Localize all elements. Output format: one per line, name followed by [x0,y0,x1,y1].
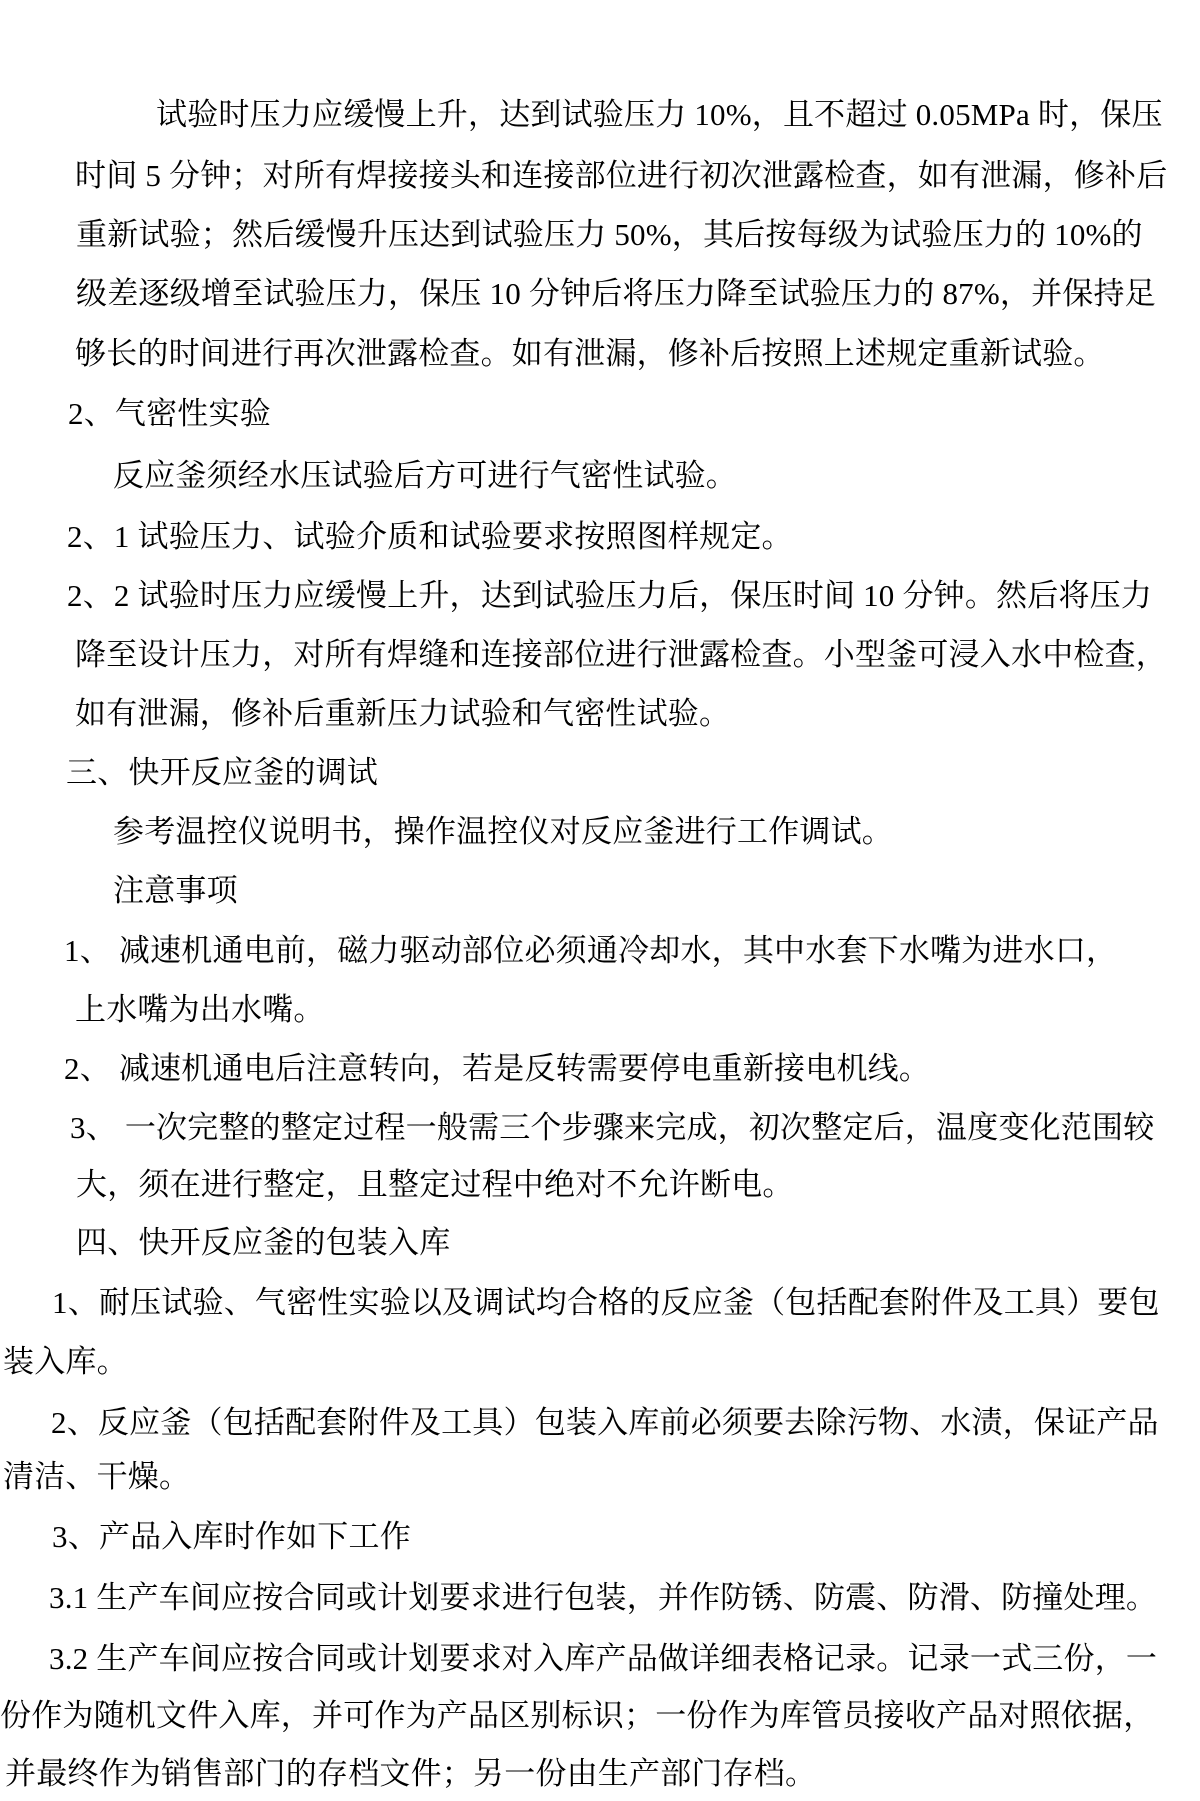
text-line: 份作为随机文件入库，并可作为产品区别标识；一份作为库管员接收产品对照依据， [0,1698,1155,1733]
text-line: 2、反应釜（包括配套附件及工具）包装入库前必须要去除污物、水渍，保证产品 [51,1405,1159,1440]
text-line: 级差逐级增至试验压力，保压 10 分钟后将压力降至试验压力的 87%，并保持足 [76,276,1156,311]
text-line: 参考温控仪说明书，操作温控仪对反应釜进行工作调试。 [113,814,893,849]
text-line: 上水嘴为出水嘴。 [75,992,325,1027]
text-line: 1、耐压试验、气密性实验以及调试均合格的反应釜（包括配套附件及工具）要包 [52,1285,1160,1320]
text-line: 注意事项 [113,873,238,908]
text-line: 如有泄漏，修补后重新压力试验和气密性试验。 [75,696,731,731]
text-line: 够长的时间进行再次泄露检查。如有泄漏，修补后按照上述规定重新试验。 [75,336,1105,371]
text-line: 并最终作为销售部门的存档文件；另一份由生产部门存档。 [5,1756,817,1791]
text-line: 清洁、干燥。 [3,1459,191,1494]
text-line: 时间 5 分钟；对所有焊接接头和连接部位进行初次泄露检查，如有泄漏，修补后 [75,158,1168,193]
text-line: 3.2 生产车间应按合同或计划要求对入库产品做详细表格记录。记录一式三份，一 [49,1641,1158,1676]
text-line: 四、快开反应釜的包装入库 [76,1225,451,1260]
text-line: 3、 一次完整的整定过程一般需三个步骤来完成，初次整定后，温度变化范围较 [70,1110,1155,1145]
text-line: 2、1 试验压力、试验介质和试验要求按照图样规定。 [67,519,793,554]
text-line: 2、气密性实验 [68,396,271,431]
text-line: 3.1 生产车间应按合同或计划要求进行包装，并作防锈、防震、防滑、防撞处理。 [49,1580,1158,1615]
text-line: 大，须在进行整定，且整定过程中绝对不允许断电。 [76,1167,794,1202]
text-line: 重新试验；然后缓慢升压达到试验压力 50%，其后按每级为试验压力的 10%的 [76,217,1143,252]
text-line: 反应釜须经水压试验后方可进行气密性试验。 [113,458,737,493]
text-line: 三、快开反应釜的调试 [66,755,378,790]
text-line: 2、2 试验时压力应缓慢上升，达到试验压力后，保压时间 10 分钟。然后将压力 [67,578,1153,613]
text-line: 3、产品入库时作如下工作 [52,1519,411,1554]
text-line: 1、 减速机通电前，磁力驱动部位必须通冷却水，其中水套下水嘴为进水口， [64,933,1118,968]
text-line: 试验时压力应缓慢上升，达到试验压力 10%，且不超过 0.05MPa 时，保压 [156,97,1163,132]
text-line: 装入库。 [3,1344,128,1379]
text-line: 2、 减速机通电后注意转向，若是反转需要停电重新接电机线。 [64,1051,931,1086]
text-line: 降至设计压力，对所有焊缝和连接部位进行泄露检查。小型釜可浸入水中检查， [75,637,1167,672]
